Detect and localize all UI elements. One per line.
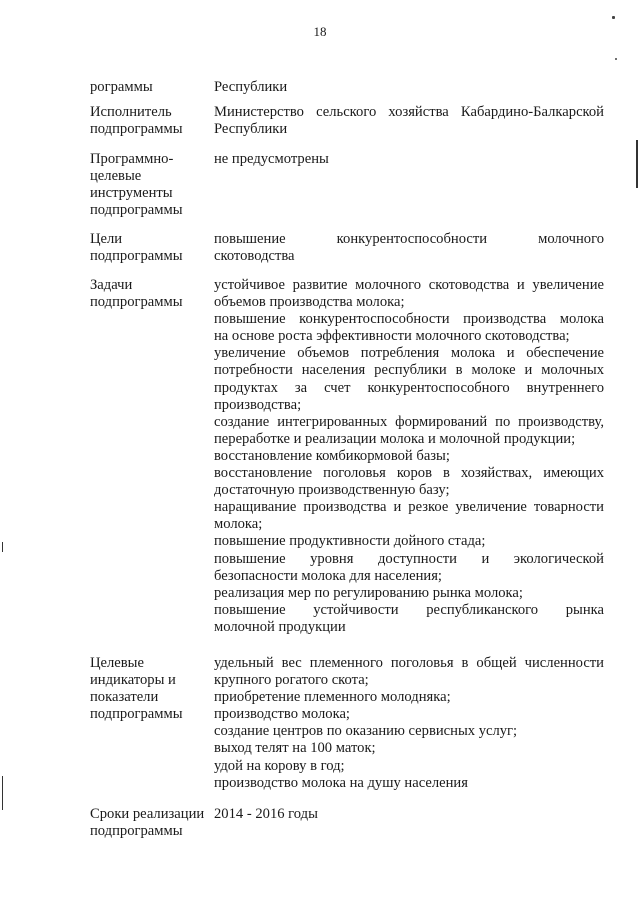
value-line: устойчивое развитие молочного скотоводства и увеличение xyxy=(214,277,604,293)
row-label xyxy=(90,231,208,265)
row-label xyxy=(90,79,208,96)
scan-edge-mark xyxy=(2,776,3,810)
value-line: скотоводства xyxy=(214,248,295,265)
label-line: Исполнитель xyxy=(90,104,172,120)
value-line: повышение конкурентоспособности производства молока xyxy=(214,311,604,328)
row-label xyxy=(90,806,208,840)
value-line: производства; xyxy=(214,396,302,413)
value-line: молока; xyxy=(214,516,263,533)
label-line: Программно- xyxy=(90,151,174,167)
row-value xyxy=(214,806,604,823)
value-line: увеличение объемов потребления молока и обеспечение xyxy=(214,345,604,362)
value-line: переработке и реализации молока и молочной продукции; xyxy=(214,430,576,447)
row-label xyxy=(90,277,208,311)
value-line: приобретение племенного молодняка; xyxy=(214,689,451,706)
value-line: Республики xyxy=(214,121,288,138)
value-line: безопасности молока для населения; xyxy=(214,567,442,584)
row-label xyxy=(90,151,208,219)
table-row xyxy=(90,806,604,842)
table-row xyxy=(90,231,604,267)
label-line: подпрограммы xyxy=(90,294,183,311)
label-line: подпрограммы xyxy=(90,706,183,723)
value-line: удельный вес племенного поголовья в общей численности xyxy=(214,655,604,671)
value-line: выход телят на 100 маток; xyxy=(214,740,376,757)
value-line: удой на корову в год; xyxy=(214,757,345,774)
table-row xyxy=(90,655,604,795)
scan-artifact xyxy=(615,58,617,60)
value-line: достаточную производственную базу; xyxy=(214,482,450,499)
row-value xyxy=(214,104,604,138)
row-value xyxy=(214,79,604,96)
label-line: Задачи xyxy=(90,277,133,293)
value-line: продуктах за счет конкурентоспособного внутреннего xyxy=(214,379,604,396)
value-line: потребности населения республики в молоке и молочных xyxy=(214,362,604,379)
label-line: показатели xyxy=(90,689,159,706)
value-line: молочной продукции xyxy=(214,618,346,635)
value-line: наращивание производства и резкое увеличение товарности xyxy=(214,499,604,516)
scan-edge-mark xyxy=(636,140,638,188)
value-line: восстановление комбикормовой базы; xyxy=(214,447,450,464)
value-line: восстановление поголовья коров в хозяйствах, имеющих xyxy=(214,465,604,482)
value-line: крупного рогатого скота; xyxy=(214,672,369,689)
value-line: Республики xyxy=(214,79,288,95)
value-line: создание центров по оказанию сервисных услуг; xyxy=(214,723,518,740)
value-line: не предусмотрены xyxy=(214,151,329,167)
label-line: подпрограммы xyxy=(90,823,183,840)
table-row xyxy=(90,151,604,223)
row-value xyxy=(214,655,604,792)
label-line: целевые xyxy=(90,168,142,185)
table-row xyxy=(90,79,604,99)
value-line: производство молока на душу населения xyxy=(214,774,468,791)
table-row xyxy=(90,277,604,637)
row-label xyxy=(90,655,208,723)
value-line: производство молока; xyxy=(214,706,350,723)
value-line: создание интегрированных формирований по производству, xyxy=(214,413,604,430)
label-line: Цели xyxy=(90,231,123,247)
row-value xyxy=(214,277,604,636)
value-line: Министерство сельского хозяйства Кабардино-Балкарской xyxy=(214,104,604,120)
label-line: рограммы xyxy=(90,79,153,95)
label-line: Целевые xyxy=(90,655,144,671)
row-value xyxy=(214,231,604,265)
value-line: объемов производства молока; xyxy=(214,294,405,311)
value-line: на основе роста эффективности молочного скотоводства; xyxy=(214,328,570,345)
scan-artifact xyxy=(612,16,615,19)
label-line: подпрограммы xyxy=(90,202,183,219)
label-line: Сроки реализации xyxy=(90,806,205,822)
value-line: 2014 - 2016 годы xyxy=(214,806,318,822)
value-line: повышение уровня доступности и экологической xyxy=(214,550,604,567)
label-line: подпрограммы xyxy=(90,248,183,265)
label-line: подпрограммы xyxy=(90,121,183,138)
row-value xyxy=(214,151,604,168)
value-line: реализация мер по регулированию рынка молока; xyxy=(214,584,523,601)
page-number: 18 xyxy=(313,24,327,39)
label-line: инструменты xyxy=(90,185,173,202)
scan-edge-mark xyxy=(2,542,3,552)
value-line: повышение устойчивости республиканского рынка xyxy=(214,601,604,618)
table-row xyxy=(90,104,604,140)
row-label xyxy=(90,104,208,138)
label-line: индикаторы и xyxy=(90,672,176,689)
value-line: повышение конкурентоспособности молочного xyxy=(214,231,604,247)
value-line: повышение продуктивности дойного стада; xyxy=(214,533,486,550)
